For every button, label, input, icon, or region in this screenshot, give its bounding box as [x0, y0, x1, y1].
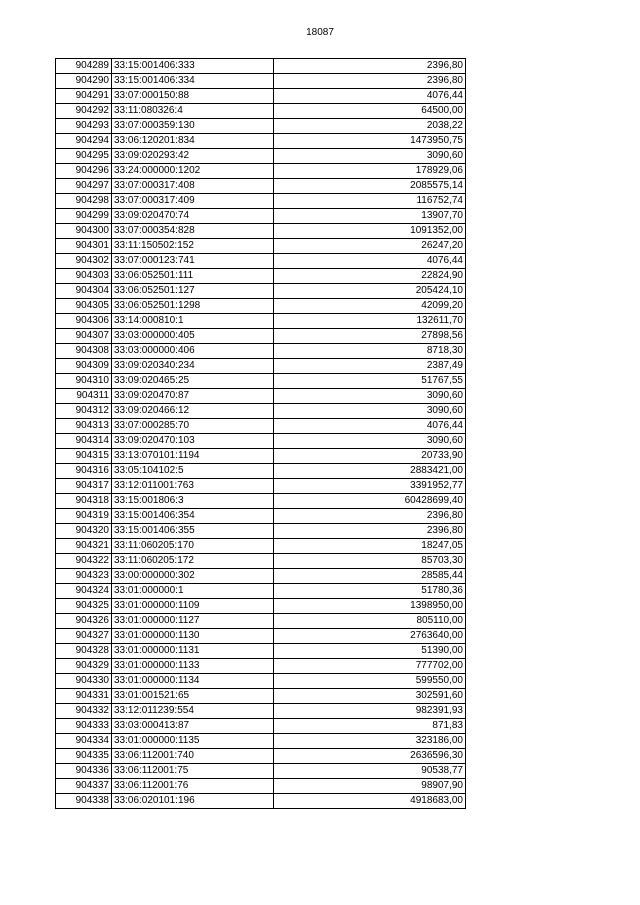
table-row: [56, 404, 466, 419]
row-code-cell: 33:00:000000:302: [112, 569, 274, 584]
table-row: [56, 269, 466, 284]
row-value-cell: 8718,30: [274, 344, 466, 359]
row-id-cell: 904316: [56, 464, 112, 479]
table-row: [56, 59, 466, 74]
table-row: [56, 509, 466, 524]
row-value-cell: 777702,00: [274, 659, 466, 674]
row-value-cell: 4076,44: [274, 419, 466, 434]
row-value-cell: 1473950,75: [274, 134, 466, 149]
table-row: [56, 539, 466, 554]
row-code-cell: 33:03:000000:405: [112, 329, 274, 344]
table-row: [56, 584, 466, 599]
row-id-cell: 904293: [56, 119, 112, 134]
row-value-cell: 2396,80: [274, 74, 466, 89]
row-id-cell: 904321: [56, 539, 112, 554]
row-code-cell: 33:01:000000:1: [112, 584, 274, 599]
table-row: [56, 164, 466, 179]
row-code-cell: 33:03:000413:87: [112, 719, 274, 734]
row-id-cell: 904305: [56, 299, 112, 314]
row-id-cell: 904335: [56, 749, 112, 764]
row-code-cell: 33:07:000317:409: [112, 194, 274, 209]
table-row: [56, 614, 466, 629]
row-id-cell: 904320: [56, 524, 112, 539]
row-value-cell: 205424,10: [274, 284, 466, 299]
row-value-cell: 178929,06: [274, 164, 466, 179]
table-row: [56, 254, 466, 269]
row-id-cell: 904331: [56, 689, 112, 704]
row-value-cell: 805110,00: [274, 614, 466, 629]
row-id-cell: 904337: [56, 779, 112, 794]
table-row: [56, 74, 466, 89]
row-id-cell: 904312: [56, 404, 112, 419]
row-id-cell: 904301: [56, 239, 112, 254]
table-row: [56, 344, 466, 359]
row-code-cell: 33:09:020470:74: [112, 209, 274, 224]
row-code-cell: 33:01:000000:1127: [112, 614, 274, 629]
row-value-cell: 4076,44: [274, 254, 466, 269]
row-value-cell: 3391952,77: [274, 479, 466, 494]
row-id-cell: 904326: [56, 614, 112, 629]
row-value-cell: 2396,80: [274, 509, 466, 524]
row-code-cell: 33:06:052501:127: [112, 284, 274, 299]
row-value-cell: 3090,60: [274, 389, 466, 404]
row-code-cell: 33:09:020466:12: [112, 404, 274, 419]
table-row: [56, 749, 466, 764]
row-id-cell: 904338: [56, 794, 112, 809]
row-id-cell: 904308: [56, 344, 112, 359]
row-code-cell: 33:01:000000:1133: [112, 659, 274, 674]
row-id-cell: 904315: [56, 449, 112, 464]
table-row: [56, 284, 466, 299]
row-code-cell: 33:03:000000:406: [112, 344, 274, 359]
row-value-cell: 4076,44: [274, 89, 466, 104]
table-row: [56, 434, 466, 449]
row-value-cell: 2763640,00: [274, 629, 466, 644]
row-value-cell: 90538,77: [274, 764, 466, 779]
row-id-cell: 904310: [56, 374, 112, 389]
table-row: [56, 674, 466, 689]
row-code-cell: 33:12:011001:763: [112, 479, 274, 494]
table-row: [56, 479, 466, 494]
table-row: [56, 629, 466, 644]
row-id-cell: 904333: [56, 719, 112, 734]
row-value-cell: 2038,22: [274, 119, 466, 134]
table-row: [56, 134, 466, 149]
row-id-cell: 904319: [56, 509, 112, 524]
row-id-cell: 904329: [56, 659, 112, 674]
row-value-cell: 2883421,00: [274, 464, 466, 479]
row-value-cell: 1091352,00: [274, 224, 466, 239]
row-value-cell: 42099,20: [274, 299, 466, 314]
row-code-cell: 33:09:020465:25: [112, 374, 274, 389]
row-code-cell: 33:06:112001:76: [112, 779, 274, 794]
row-value-cell: 85703,30: [274, 554, 466, 569]
row-code-cell: 33:01:000000:1134: [112, 674, 274, 689]
row-code-cell: 33:11:060205:172: [112, 554, 274, 569]
row-value-cell: 116752,74: [274, 194, 466, 209]
row-value-cell: 4918683,00: [274, 794, 466, 809]
table-row: [56, 149, 466, 164]
row-id-cell: 904318: [56, 494, 112, 509]
row-id-cell: 904327: [56, 629, 112, 644]
table-row: [56, 119, 466, 134]
row-id-cell: 904296: [56, 164, 112, 179]
row-code-cell: 33:01:000000:1109: [112, 599, 274, 614]
row-value-cell: 26247,20: [274, 239, 466, 254]
row-id-cell: 904297: [56, 179, 112, 194]
row-value-cell: 1398950,00: [274, 599, 466, 614]
row-value-cell: 60428699,40: [274, 494, 466, 509]
table-row: [56, 89, 466, 104]
row-code-cell: 33:06:052501:111: [112, 269, 274, 284]
row-id-cell: 904332: [56, 704, 112, 719]
row-value-cell: 3090,60: [274, 404, 466, 419]
row-code-cell: 33:05:104102:5: [112, 464, 274, 479]
row-value-cell: 982391,93: [274, 704, 466, 719]
table-row: [56, 419, 466, 434]
row-value-cell: 3090,60: [274, 149, 466, 164]
row-id-cell: 904322: [56, 554, 112, 569]
row-id-cell: 904298: [56, 194, 112, 209]
row-code-cell: 33:07:000354:828: [112, 224, 274, 239]
row-code-cell: 33:13:070101:1194: [112, 449, 274, 464]
row-code-cell: 33:11:060205:170: [112, 539, 274, 554]
table-row: [56, 524, 466, 539]
row-id-cell: 904328: [56, 644, 112, 659]
row-code-cell: 33:07:000150:88: [112, 89, 274, 104]
table-row: [56, 329, 466, 344]
table-row: [56, 734, 466, 749]
row-id-cell: 904291: [56, 89, 112, 104]
row-id-cell: 904313: [56, 419, 112, 434]
row-id-cell: 904325: [56, 599, 112, 614]
table-row: [56, 299, 466, 314]
row-id-cell: 904336: [56, 764, 112, 779]
row-code-cell: 33:01:001521:65: [112, 689, 274, 704]
table-body: [56, 59, 466, 809]
table-row: [56, 359, 466, 374]
row-id-cell: 904303: [56, 269, 112, 284]
table-row: [56, 464, 466, 479]
row-code-cell: 33:06:112001:740: [112, 749, 274, 764]
row-value-cell: 18247,05: [274, 539, 466, 554]
row-code-cell: 33:14:000810:1: [112, 314, 274, 329]
row-code-cell: 33:15:001406:333: [112, 59, 274, 74]
table-row: [56, 224, 466, 239]
table-row: [56, 554, 466, 569]
row-code-cell: 33:09:020293:42: [112, 149, 274, 164]
row-value-cell: 2636596,30: [274, 749, 466, 764]
row-id-cell: 904295: [56, 149, 112, 164]
row-code-cell: 33:24:000000:1202: [112, 164, 274, 179]
row-code-cell: 33:15:001806:3: [112, 494, 274, 509]
row-code-cell: 33:06:020101:196: [112, 794, 274, 809]
row-code-cell: 33:15:001406:354: [112, 509, 274, 524]
table-row: [56, 239, 466, 254]
table-row: [56, 389, 466, 404]
row-code-cell: 33:01:000000:1135: [112, 734, 274, 749]
row-value-cell: 2396,80: [274, 59, 466, 74]
row-id-cell: 904306: [56, 314, 112, 329]
row-value-cell: 2387,49: [274, 359, 466, 374]
row-code-cell: 33:01:000000:1130: [112, 629, 274, 644]
row-id-cell: 904334: [56, 734, 112, 749]
row-value-cell: 132611,70: [274, 314, 466, 329]
table-row: [56, 689, 466, 704]
table-row: [56, 659, 466, 674]
row-id-cell: 904300: [56, 224, 112, 239]
row-code-cell: 33:06:052501:1298: [112, 299, 274, 314]
row-value-cell: 64500,00: [274, 104, 466, 119]
row-value-cell: 323186,00: [274, 734, 466, 749]
row-value-cell: 27898,56: [274, 329, 466, 344]
row-code-cell: 33:07:000317:408: [112, 179, 274, 194]
table-row: [56, 794, 466, 809]
row-value-cell: 302591,60: [274, 689, 466, 704]
table-row: [56, 374, 466, 389]
row-id-cell: 904323: [56, 569, 112, 584]
row-id-cell: 904294: [56, 134, 112, 149]
row-code-cell: 33:15:001406:355: [112, 524, 274, 539]
table-row: [56, 209, 466, 224]
row-code-cell: 33:01:000000:1131: [112, 644, 274, 659]
row-value-cell: 28585,44: [274, 569, 466, 584]
row-value-cell: 871,83: [274, 719, 466, 734]
table-row: [56, 449, 466, 464]
row-value-cell: 98907,90: [274, 779, 466, 794]
row-value-cell: 20733,90: [274, 449, 466, 464]
row-id-cell: 904304: [56, 284, 112, 299]
row-code-cell: 33:09:020340:234: [112, 359, 274, 374]
row-code-cell: 33:07:000359:130: [112, 119, 274, 134]
row-code-cell: 33:09:020470:103: [112, 434, 274, 449]
row-id-cell: 904292: [56, 104, 112, 119]
row-id-cell: 904299: [56, 209, 112, 224]
row-code-cell: 33:06:120201:834: [112, 134, 274, 149]
table-row: [56, 569, 466, 584]
row-id-cell: 904302: [56, 254, 112, 269]
row-id-cell: 904289: [56, 59, 112, 74]
table-row: [56, 314, 466, 329]
row-code-cell: 33:07:000123:741: [112, 254, 274, 269]
table-row: [56, 104, 466, 119]
row-id-cell: 904311: [56, 389, 112, 404]
row-id-cell: 904324: [56, 584, 112, 599]
data-table: [55, 58, 466, 809]
row-value-cell: 3090,60: [274, 434, 466, 449]
row-code-cell: 33:12:011239:554: [112, 704, 274, 719]
row-code-cell: 33:11:150502:152: [112, 239, 274, 254]
row-code-cell: 33:11:080326:4: [112, 104, 274, 119]
row-value-cell: 51780,36: [274, 584, 466, 599]
table-row: [56, 644, 466, 659]
row-id-cell: 904314: [56, 434, 112, 449]
table-row: [56, 494, 466, 509]
row-code-cell: 33:07:000285:70: [112, 419, 274, 434]
table-row: [56, 764, 466, 779]
row-id-cell: 904317: [56, 479, 112, 494]
table-row: [56, 779, 466, 794]
row-id-cell: 904330: [56, 674, 112, 689]
row-code-cell: 33:09:020470:87: [112, 389, 274, 404]
row-value-cell: 599550,00: [274, 674, 466, 689]
row-id-cell: 904290: [56, 74, 112, 89]
row-value-cell: 22824,90: [274, 269, 466, 284]
row-code-cell: 33:06:112001:75: [112, 764, 274, 779]
table-row: [56, 194, 466, 209]
page-number: 18087: [306, 27, 334, 38]
row-value-cell: 2396,80: [274, 524, 466, 539]
table-row: [56, 719, 466, 734]
row-id-cell: 904309: [56, 359, 112, 374]
row-value-cell: 51767,55: [274, 374, 466, 389]
row-value-cell: 13907,70: [274, 209, 466, 224]
row-code-cell: 33:15:001406:334: [112, 74, 274, 89]
row-id-cell: 904307: [56, 329, 112, 344]
row-value-cell: 2085575,14: [274, 179, 466, 194]
row-value-cell: 51390,00: [274, 644, 466, 659]
table-row: [56, 704, 466, 719]
table-row: [56, 599, 466, 614]
table-row: [56, 179, 466, 194]
